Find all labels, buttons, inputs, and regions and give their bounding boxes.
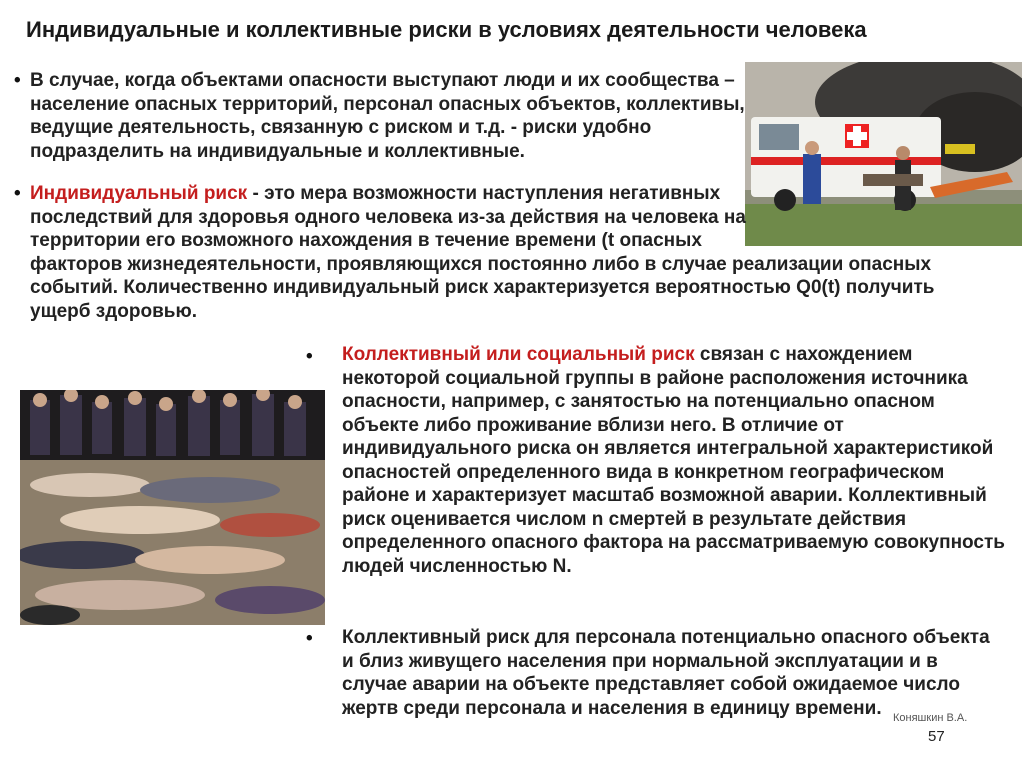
bullet4-text — [342, 626, 1002, 720]
collective-risk-term: Коллективный или социальный риск — [342, 344, 695, 365]
slide-title: Индивидуальные и коллективные риски в условиях деятельности человека — [26, 17, 867, 42]
bullet1-body: В случае, когда объектами опасности выступают люди и их сообщества – население опасных территорий, персонал опасных объектов, коллективы, ведущие деятельность, связанную с риском и т.д. - риски удобно подразделить на индивидуальные и коллективные. — [30, 70, 745, 162]
bullet2-body: - это мера возможности наступления негативных последствий для здоровья одного человека из-за действия на человека на территории его возможного нахождения в течение времени (t опасных факторов жизнедеятельности, проявляющихся постоянно либо в случае реализации опасных событий. Количественно индивидуальный риск характеризуется вероятностью Q0(t) получить ущерб здоровью. — [30, 183, 935, 322]
bullet3-text — [342, 343, 1014, 578]
individual-risk-term: Индивидуальный риск — [30, 183, 248, 204]
bullet-marker-3: • — [306, 346, 313, 367]
author-label: Коняшкин В.А. — [893, 712, 968, 724]
bullet-marker-2: • — [14, 183, 21, 204]
bullet1-text — [30, 69, 746, 163]
bullet-marker-4: • — [306, 628, 313, 649]
bullet-marker-1: • — [14, 70, 21, 91]
disaster-victims-photo — [20, 390, 325, 625]
page-number: 57 — [928, 728, 945, 745]
bullet4-body: Коллективный риск для персонала потенциально опасного объекта и близ живущего населения при нормальной эксплуатации и в случае аварии на объекте представляет собой ожидаемое число жертв среди персонала и населения в единицу времени. — [342, 627, 990, 719]
photo-float-gap — [748, 182, 970, 246]
bullet2-text — [30, 182, 970, 323]
bullet3-body: связан с нахождением некоторой социальной группы в районе расположения источника опасности, например, с занятостью на потенциально опасном объекте либо проживание вблизи него. В отличие от индивидуального риска он является интегральной характеристикой опасностей определенного вида в конкретном географическом районе и характеризует масштаб возможной аварии. Коллективный риск оценивается числом n смертей в результате действия определенного опасного фактора на рассматриваемую совокупность людей численностью N. — [342, 344, 1005, 577]
